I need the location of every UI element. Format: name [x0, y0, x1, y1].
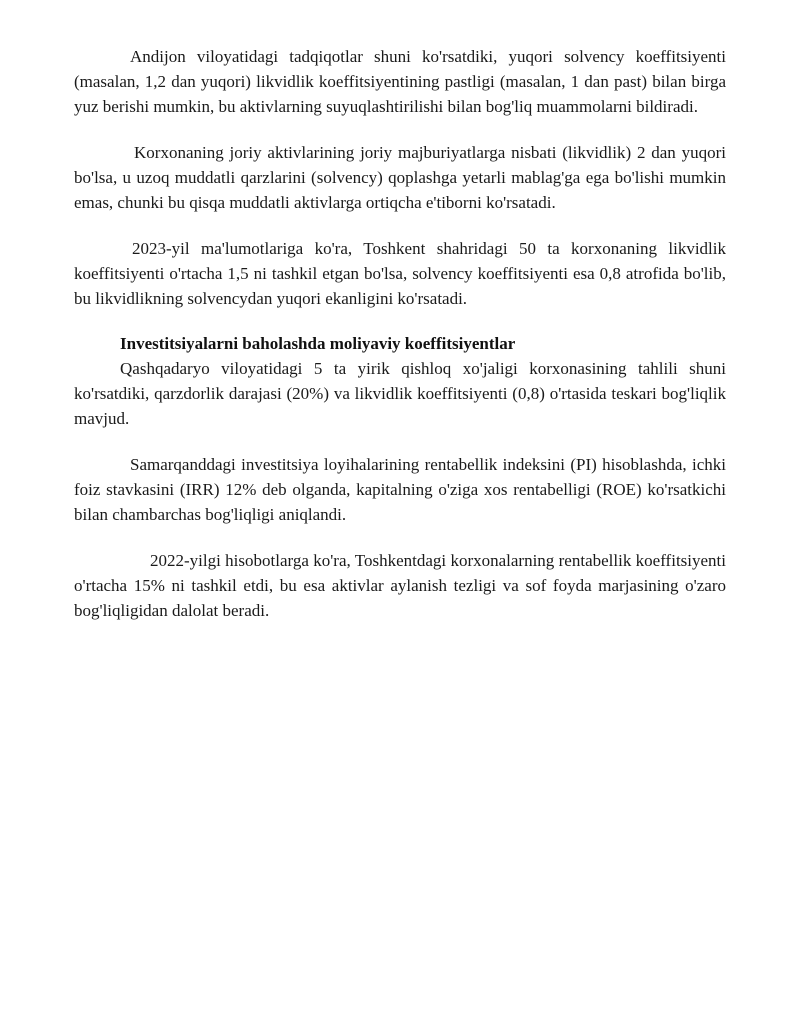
paragraph-samarqand-investment: Samarqanddagi investitsiya loyihalarining rentabellik indeksini (PI) hisoblashda, ichki foiz stavkasini (IRR) 12% deb olganda, kapitalning o'ziga xos rentabelligi (ROE) ko'rsatkichi bilan chambarchas bog'liqligi aniqlandi.: [74, 455, 726, 524]
paragraph-liquidity-ratio: Korxonaning joriy aktivlarining joriy majburiyatlarga nisbati (likvidlik) 2 dan yuqori bo'lsa, u uzoq muddatli qarzlarini (solvency) qoplashga yetarli mablag'ga ega bo'lishi mumkin emas, chunki bu qisqa muddatli aktivlarga ortiqcha e'tiborni ko'rsatadi.: [74, 143, 726, 212]
paragraph-qashqadaryo-analysis: Qashqadaryo viloyatidagi 5 ta yirik qishloq xo'jaligi korxonasining tahlili shuni ko'rsatdiki, qarzdorlik darajasi (20%) va likvidlik koeffitsiyenti (0,8) o'rtasida teskari bog'liqlik mavjud.: [74, 359, 726, 428]
section-heading: Investitsiyalarni baholashda moliyaviy koeffitsiyentlar: [120, 334, 516, 353]
paragraph-tashkent-2023: 2023-yil ma'lumotlariga ko'ra, Toshkent shahridagi 50 ta korxonaning likvidlik koeffitsiyenti o'rtacha 1,5 ni tashkil etgan bo'lsa, solvency koeffitsiyenti esa 0,8 atrofida bo'lib, bu likvidlikning solvencydan yuqori ekanligini ko'rsatadi.: [74, 239, 726, 308]
paragraph-tashkent-2022: 2022-yilgi hisobotlarga ko'ra, Toshkentdagi korxonalarning rentabellik koeffitsiyenti o'rtacha 15% ni tashkil etdi, bu esa aktivlar aylanish tezligi va sof foyda marjasining o'zaro bog'liqligidan dalolat beradi.: [74, 551, 726, 620]
paragraph-andijon-study: Andijon viloyatidagi tadqiqotlar shuni ko'rsatdiki, yuqori solvency koeffitsiyenti (masalan, 1,2 dan yuqori) likvidlik koeffitsiyentining pastligi (masalan, 1 dan past) bilan birga yuz berishi mumkin, bu aktivlarning suyuqlashtirilishi bilan bog'liq muammolarni bildiradi.: [74, 47, 726, 116]
document-page: [74, 44, 726, 644]
